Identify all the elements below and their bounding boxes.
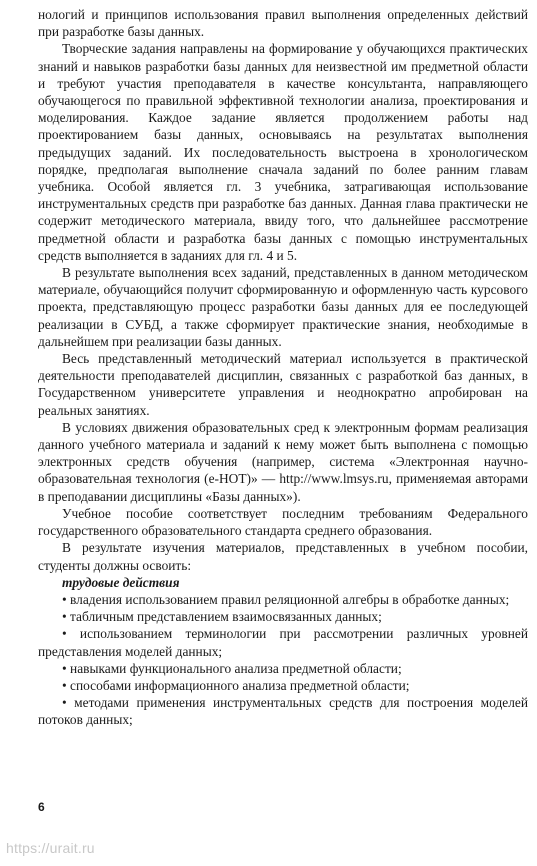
watermark-url: https://urait.ru <box>6 840 95 856</box>
bullet-item: • методами применения инструментальных средств для построения моделей потоков данных; <box>38 695 528 728</box>
paragraph-standard: Учебное пособие соответствует последним требованиям Федерального государственного образовательного стандарта среднего образования. <box>38 505 528 539</box>
paragraph-students-learn: В результате изучения материалов, представленных в учебном пособии, студенты должны освоить: <box>38 540 528 573</box>
paragraph-continuation: нологий и принципов использования правил выполнения определенных действий при разработке базы данных. <box>38 7 528 40</box>
bullet-item: • навыками функционального анализа предметной области; <box>62 660 402 676</box>
paragraph-results: В результате выполнения всех заданий, представленных в данном методическом материале, обучающийся получит сформированную и оформленную часть курсового проекта, представляющую процесс разработки базы данных для ее последующей реализации в СУБД, а также сформирует практические знания, необходимые в дальнейшем при реализации базы данных. <box>38 265 528 349</box>
document-page <box>38 6 528 729</box>
page-number: 6 <box>38 800 45 814</box>
bullet-item: • владения использованием правил реляционной алгебры в обработке данных; <box>62 591 510 607</box>
bullet-item: • использованием терминологии при рассмотрении различных уровней представления моделей данных; <box>38 626 528 659</box>
paragraph-electronic-forms: В условиях движения образовательных сред к электронным формам реализация данного учебного материала и заданий к нему может быть выполнена с помощью электронных средств обучения (например, система «Электронная научно-образовательная технология (e-НОТ)» — http://www.lmsys.ru, применяемая авторами в преподавании дисциплины «Базы данных»). <box>38 419 528 504</box>
paragraph-methodical-material: Весь представленный методический материал используется в практической деятельности преподавателей дисциплин, связанных с разработкой баз данных, в Государственном университете управления и неоднократно апробирован на реальных занятиях. <box>38 351 528 418</box>
section-heading-labor-actions: трудовые действия <box>62 574 180 590</box>
paragraph-creative-tasks: Творческие задания направлены на формирование у обучающихся практических знаний и навыков разработки базы данных для неизвестной им предметной области и требуют участия преподавателя в качестве консультанта, направляющего обучающегося по правильной эффективной технологии анализа, проектирования и моделирования. Каждое задание является продолжением работы над проектированием базы данных, основываясь на результатах выполнения предыдущих заданий. Их последовательность выстроена в хронологическом порядке, предполагая выполнение сначала заданий по более ранним главам учебника. Особой является гл. 3 учебника, затрагивающая использование инструментальных средств при разработке баз данных. Данная глава практически не содержит методического материала, ввиду того, что дальнейшее рассмотрение предметной области и разработка базы данных с помощью инструментальных средств выполняется в заданиях для гл. 4 и 5. <box>38 41 528 263</box>
bullet-item: • способами информационного анализа предметной области; <box>62 677 410 693</box>
bullet-item: • табличным представлением взаимосвязанных данных; <box>62 609 382 625</box>
